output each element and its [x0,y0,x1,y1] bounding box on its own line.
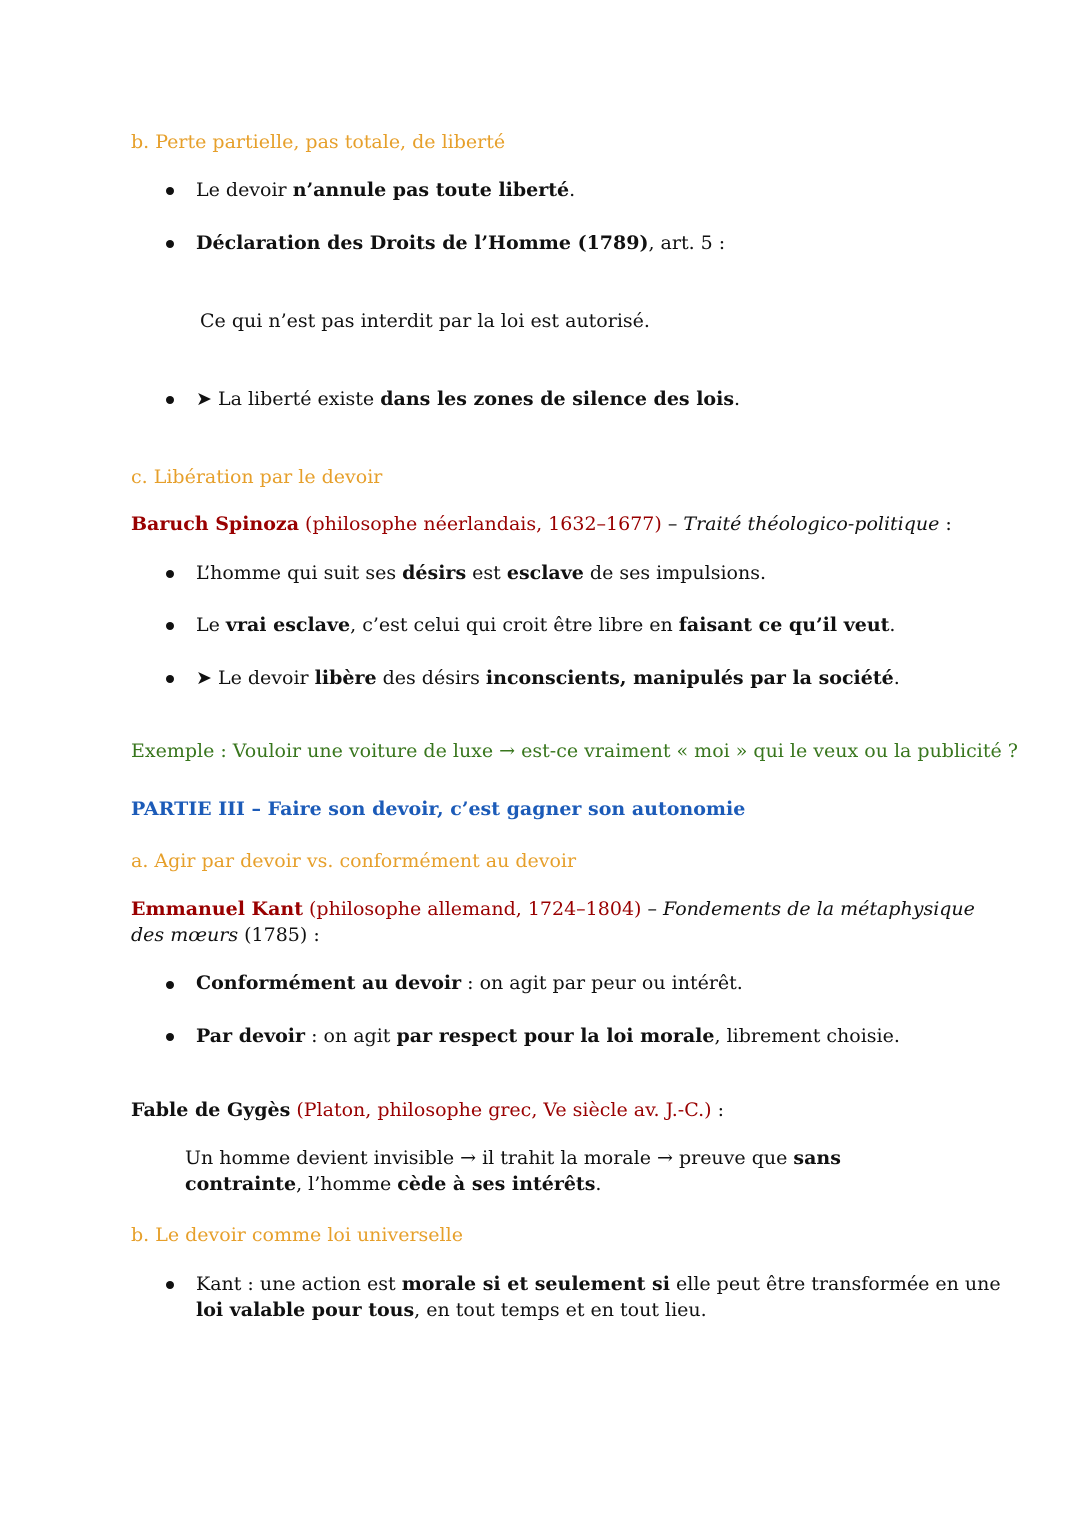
bullet-item: ➤ Le devoir libère des désirs inconscients, manipulés par la société. [196,667,900,689]
work-title: Fondements de la métaphysique [663,898,975,920]
bullet-item: L’homme qui suit ses désirs est esclave de ses impulsions. [196,562,767,584]
bullet-icon [166,187,174,195]
bullet-item-line-1: Kant : une action est morale si et seulement si elle peut être transformée en une [196,1273,1001,1295]
subheading-liberation: c. Libération par le devoir [131,466,383,488]
work-title: Traité théologico-politique [683,513,940,535]
fable-text-line-1: Un homme devient invisible → il trahit la morale → preuve que sans [185,1147,841,1169]
author-line-kant: Emmanuel Kant (philosophe allemand, 1724–1804) – Fondements de la métaphysique [131,898,975,920]
bullet-icon [166,622,174,630]
author-line-spinoza: Baruch Spinoza (philosophe néerlandais, 1632–1677) – Traité théologico-politique : [131,513,952,535]
bullet-icon [166,675,174,683]
work-title: des mœurs [131,924,239,946]
fable-text-line-2: contrainte, l’homme cède à ses intérêts. [185,1173,602,1195]
arrow-icon: ➤ [196,388,212,410]
bullet-icon [166,240,174,248]
bullet-item: Conformément au devoir : on agit par peur ou intérêt. [196,972,743,994]
bullet-icon [166,981,174,989]
arrow-icon: ➤ [196,667,212,689]
bullet-icon [166,396,174,404]
part-heading: PARTIE III – Faire son devoir, c’est gagner son autonomie [131,798,746,820]
subheading-loi-universelle: b. Le devoir comme loi universelle [131,1224,463,1246]
bullet-item: ➤ La liberté existe dans les zones de silence des lois. [196,388,741,410]
subheading-agir-par-devoir: a. Agir par devoir vs. conformément au devoir [131,850,577,872]
bullet-item: Déclaration des Droits de l’Homme (1789), art. 5 : [196,232,726,254]
bullet-item-line-2: loi valable pour tous, en tout temps et en tout lieu. [196,1299,707,1321]
quote-article-5: Ce qui n’est pas interdit par la loi est autorisé. [200,310,650,332]
subheading-perte-partielle: b. Perte partielle, pas totale, de liberté [131,131,506,153]
bullet-item: Le vrai esclave, c’est celui qui croit être libre en faisant ce qu’il veut. [196,614,896,636]
bullet-item: Par devoir : on agit par respect pour la loi morale, librement choisie. [196,1025,900,1047]
bullet-icon [166,1033,174,1041]
bullet-icon [166,570,174,578]
bullet-icon [166,1281,174,1289]
author-name: Emmanuel Kant [131,898,303,920]
example-line: Exemple : Vouloir une voiture de luxe → est-ce vraiment « moi » qui le veux ou la publicité ? [131,740,1018,762]
author-name: Baruch Spinoza [131,513,300,535]
author-line-kant-cont: des mœurs (1785) : [131,924,320,946]
bullet-item: Le devoir n’annule pas toute liberté. [196,179,576,201]
fable-gyges-line: Fable de Gygès (Platon, philosophe grec, Ve siècle av. J.-C.) : [131,1099,724,1121]
